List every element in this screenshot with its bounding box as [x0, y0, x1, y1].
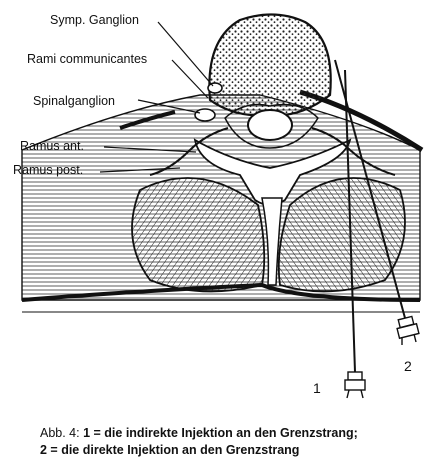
spinal-cord [248, 110, 292, 140]
label-needle-1: 1 [313, 380, 321, 396]
caption-item-1: 1 = die indirekte Injektion an den Grenzstrang; [83, 426, 358, 440]
caption-line-2 [40, 442, 435, 459]
leader-symp-ganglion [158, 22, 213, 86]
label-ramus-post: Ramus post. [13, 163, 84, 177]
caption-item-2: 2 = die direkte Injektion an den Grenzstrang [40, 443, 300, 457]
caption-prefix: Abb. 4: [40, 426, 84, 440]
left-paraspinal-muscle [132, 178, 264, 291]
label-ramus-ant: Ramus ant. [20, 139, 84, 153]
symp-ganglion-shape [208, 83, 222, 93]
label-rami-communicantes: Rami communicantes [27, 52, 148, 66]
needle-1-hub [345, 372, 365, 398]
vertebral-body [209, 14, 330, 115]
label-needle-2: 2 [404, 358, 412, 374]
label-spinalganglion: Spinalganglion [33, 94, 116, 108]
label-symp-ganglion: Symp. Ganglion [50, 13, 139, 27]
figure-caption [40, 425, 435, 459]
leader-rami-communicantes [172, 60, 208, 98]
needle-2-hub [397, 316, 419, 345]
caption-line-1 [40, 425, 435, 442]
spinal-ganglion-shape [195, 109, 215, 121]
